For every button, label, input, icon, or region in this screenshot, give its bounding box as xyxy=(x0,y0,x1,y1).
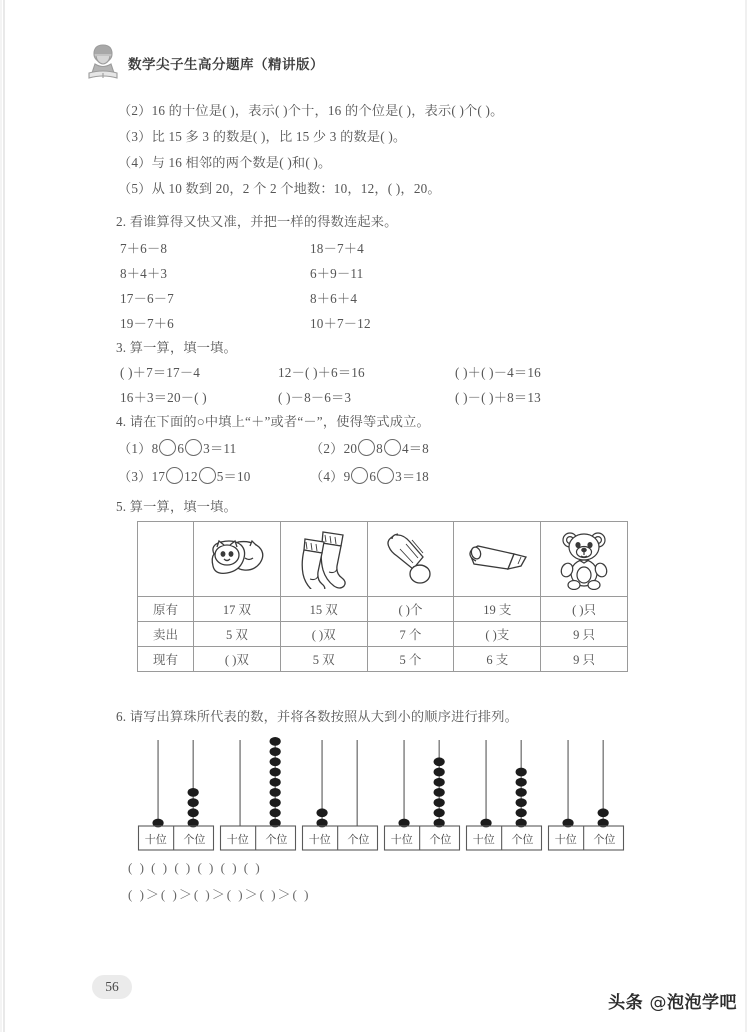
q1-item-3: （3）比 15 多 3 的数是( )，比 15 少 3 的数是( )。 xyxy=(118,129,407,144)
abacus-5 xyxy=(465,736,543,852)
q4-item-2 xyxy=(310,438,429,457)
q2-left-1: 7＋6－8 xyxy=(120,241,168,256)
operator-circle[interactable] xyxy=(199,467,216,484)
q4-item-1 xyxy=(118,438,236,457)
cell-sold-slippers: 5 双 xyxy=(194,622,281,647)
svg-text:个位: 个位 xyxy=(347,834,370,846)
q3-r2-c3: ( )－( )＋8＝13 xyxy=(455,390,541,405)
q6-title: 6. 请写出算珠所代表的数，并将各数按照从大到小的顺序进行排列。 xyxy=(116,709,519,724)
table-row-original xyxy=(138,597,628,622)
q1-item-2: （2）16 的十位是( )，表示( )个十，16 的个位是( )，表示( )个( )。 xyxy=(118,103,504,118)
cell-original-shuttlecock: ( )个 xyxy=(367,597,454,622)
cell-remaining-slippers: ( )双 xyxy=(194,647,281,672)
q4-item-1-label: （1） xyxy=(118,441,152,456)
watermark-account-name: 泡泡学吧 xyxy=(667,993,737,1013)
abacus-6 xyxy=(547,736,625,852)
svg-text:个位: 个位 xyxy=(183,834,206,846)
watermark-prefix: 头条 xyxy=(608,993,644,1013)
row-label-sold: 卖出 xyxy=(138,622,194,647)
svg-text:十位: 十位 xyxy=(226,834,249,846)
q4-item-3-label: （3） xyxy=(118,469,152,484)
svg-text:个位: 个位 xyxy=(265,834,288,846)
cell-original-socks: 15 双 xyxy=(280,597,367,622)
q3-r2-c1: 16＋3＝20－( ) xyxy=(120,390,207,405)
goods-inventory-table xyxy=(137,521,628,672)
q4-item-3 xyxy=(118,466,251,485)
operator-circle[interactable] xyxy=(384,439,401,456)
operator-circle[interactable] xyxy=(185,439,202,456)
row-label-original: 原有 xyxy=(138,597,194,622)
q2-right-1: 18－7＋4 xyxy=(310,241,364,256)
page-header xyxy=(86,44,324,82)
q2-left-2: 8＋4＋3 xyxy=(120,266,168,281)
q3-r1-c3: ( )＋( )－4＝16 xyxy=(455,365,541,380)
table-corner-cell xyxy=(138,522,194,597)
watermark xyxy=(608,988,737,1013)
operator-circle[interactable] xyxy=(159,439,176,456)
q4-item-4-c: 3＝18 xyxy=(395,469,429,484)
q2-right-3: 8＋6＋4 xyxy=(310,291,358,306)
q2-title: 2. 看谁算得又快又准，并把一样的得数连起来。 xyxy=(116,214,398,229)
cell-icon-shuttlecock xyxy=(367,522,454,597)
q4-item-4-label: （4） xyxy=(310,469,344,484)
svg-text:十位: 十位 xyxy=(472,834,495,846)
cell-sold-socks: ( )双 xyxy=(280,622,367,647)
table-row-remaining xyxy=(138,647,628,672)
q4-item-2-label: （2） xyxy=(310,441,344,456)
page-number-badge xyxy=(92,975,132,999)
q4-title: 4. 请在下面的○中填上“＋”或者“－”，使得等式成立。 xyxy=(116,414,430,429)
book-title: 数学尖子生高分题库（精讲版） xyxy=(128,57,324,73)
cell-original-pencil: 19 支 xyxy=(454,597,541,622)
cell-icon-socks xyxy=(280,522,367,597)
q4-item-1-b: 6 xyxy=(177,441,185,456)
q3-r1-c1: ( )＋7＝17－4 xyxy=(120,365,201,380)
q6-compare-row[interactable]: ( )＞( )＞( )＞( )＞( )＞( ) xyxy=(128,887,311,902)
abacus-3 xyxy=(301,736,379,852)
q4-item-4-a: 9 xyxy=(343,469,351,484)
cell-original-bear: ( )只 xyxy=(541,597,628,622)
q4-item-4-b: 6 xyxy=(369,469,377,484)
abacus-4 xyxy=(383,736,461,852)
scan-edge-left xyxy=(3,0,5,1032)
svg-text:个位: 个位 xyxy=(429,834,452,846)
q3-r2-c2: ( )－8－6＝3 xyxy=(278,390,352,405)
cell-remaining-shuttlecock: 5 个 xyxy=(367,647,454,672)
student-reading-book-icon xyxy=(86,44,120,82)
cell-icon-pencil xyxy=(454,522,541,597)
cell-original-slippers: 17 双 xyxy=(194,597,281,622)
page-number: 56 xyxy=(105,979,119,994)
svg-text:十位: 十位 xyxy=(308,834,331,846)
shuttlecock-icon xyxy=(380,529,440,589)
q4-item-2-b: 8 xyxy=(376,441,383,456)
svg-text:个位: 个位 xyxy=(593,834,616,846)
q2-right-2: 6＋9－11 xyxy=(310,266,364,281)
pencil-icon xyxy=(464,538,530,580)
cell-remaining-pencil: 6 支 xyxy=(454,647,541,672)
cell-remaining-bear: 9 只 xyxy=(541,647,628,672)
operator-circle[interactable] xyxy=(166,467,183,484)
table-row-pictures xyxy=(138,522,628,597)
q1-item-5: （5）从 10 数到 20，2 个 2 个地数：10，12，( )，20。 xyxy=(118,181,441,196)
q3-r1-c2: 12－( )＋6＝16 xyxy=(278,365,365,380)
teddy-bear-icon xyxy=(557,528,611,590)
cell-icon-slippers xyxy=(194,522,281,597)
operator-circle[interactable] xyxy=(351,467,368,484)
q4-item-3-b: 12 xyxy=(184,469,198,484)
q4-item-1-c: 3＝11 xyxy=(203,441,237,456)
q4-item-2-c: 4＝8 xyxy=(401,441,429,456)
abacus-1 xyxy=(137,736,215,852)
cell-sold-pencil: ( )支 xyxy=(454,622,541,647)
svg-text:十位: 十位 xyxy=(554,834,577,846)
row-label-remaining: 现有 xyxy=(138,647,194,672)
cell-icon-teddy-bear xyxy=(541,522,628,597)
q6-answer-blanks[interactable]: ( ) ( ) ( ) ( ) ( ) ( ) xyxy=(128,860,262,875)
abacus-group xyxy=(137,736,627,852)
svg-text:个位: 个位 xyxy=(511,834,534,846)
q3-title: 3. 算一算，填一填。 xyxy=(116,340,237,355)
q5-title: 5. 算一算，填一填。 xyxy=(116,499,237,514)
svg-text:十位: 十位 xyxy=(390,834,413,846)
slippers-icon xyxy=(206,536,268,582)
abacus-2 xyxy=(219,736,297,852)
cell-remaining-socks: 5 双 xyxy=(280,647,367,672)
q4-item-1-a: 8 xyxy=(151,441,159,456)
operator-circle[interactable] xyxy=(377,467,394,484)
scan-edge-right xyxy=(745,0,747,1032)
socks-icon xyxy=(297,529,351,589)
operator-circle[interactable] xyxy=(358,439,375,456)
scan-edge-left-outer xyxy=(0,0,2,1032)
watermark-at-symbol: @ xyxy=(649,993,667,1013)
q1-item-4: （4）与 16 相邻的两个数是( )和( )。 xyxy=(118,155,332,170)
cell-sold-shuttlecock: 7 个 xyxy=(367,622,454,647)
table-row-sold xyxy=(138,622,628,647)
q2-left-3: 17－6－7 xyxy=(120,291,174,306)
q4-item-4 xyxy=(310,466,429,485)
q4-item-3-c: 5＝10 xyxy=(216,469,251,484)
q2-right-4: 10＋7－12 xyxy=(310,316,371,331)
q4-item-3-a: 17 xyxy=(151,469,166,484)
cell-sold-bear: 9 只 xyxy=(541,622,628,647)
svg-text:十位: 十位 xyxy=(144,834,167,846)
q2-left-4: 19－7＋6 xyxy=(120,316,174,331)
q4-item-2-a: 20 xyxy=(343,441,358,456)
